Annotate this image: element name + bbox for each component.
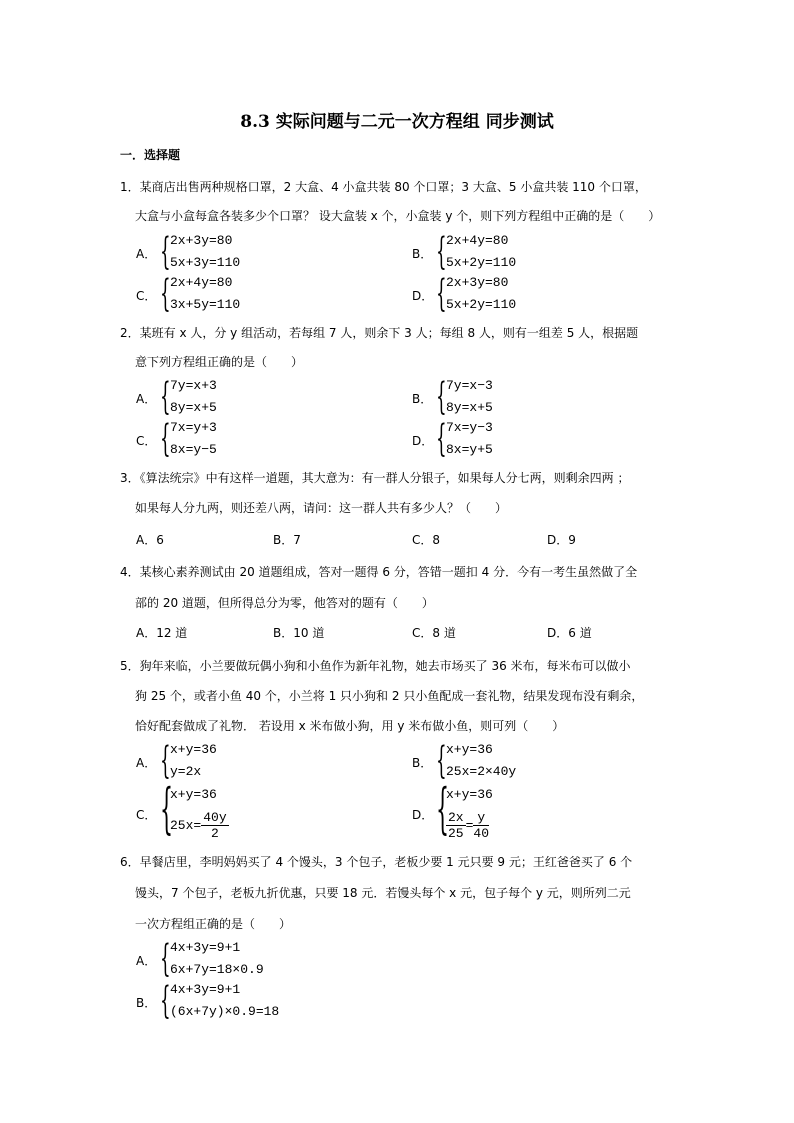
brace-icon: { bbox=[436, 777, 450, 840]
equation: 7x=y−3 bbox=[446, 420, 493, 435]
q4-option-d[interactable]: D．6 道 bbox=[547, 626, 592, 640]
q1-option-b-label[interactable]: B． bbox=[412, 247, 433, 261]
equation: 7x=y+3 bbox=[170, 420, 217, 435]
q2-text-line1: 2．某班有 x 人，分 y 组活动，若每组 7 人，则余下 3 人；每组 8 人，则有一组差 5 人，根据题 bbox=[120, 326, 639, 340]
equation: (6x+7y)×0.9=18 bbox=[170, 1004, 280, 1019]
denominator: 40 bbox=[473, 826, 490, 841]
q6-text-line3: 一次方程组正确的是（ ） bbox=[135, 917, 292, 931]
q2-option-b-label[interactable]: B． bbox=[412, 392, 433, 406]
q1-text-line1: 1．某商店出售两种规格口罩，2 大盒、4 小盒共装 80 个口罩；3 大盒、5 小盒共装 110 个口罩， bbox=[120, 180, 647, 194]
denominator: 2 bbox=[211, 826, 219, 841]
q4-text-line2: 部的 20 道题，但所得总分为零，他答对的题有（ ） bbox=[135, 596, 434, 610]
brace-icon: { bbox=[160, 417, 171, 460]
brace-icon: { bbox=[436, 272, 447, 315]
q5-text-line3: 恰好配套做成了礼物． 若设用 x 米布做小狗，用 y 米布做小鱼，则可列（ ） bbox=[135, 719, 565, 733]
equation: x+y=36 bbox=[446, 742, 493, 757]
brace-icon: { bbox=[160, 937, 171, 980]
fraction bbox=[473, 810, 489, 841]
equation: 2x+3y=80 bbox=[446, 275, 509, 290]
equation: 5x+2y=110 bbox=[446, 297, 517, 312]
section-heading: 一．选择题 bbox=[120, 148, 181, 162]
q5-option-c-label[interactable]: C． bbox=[136, 808, 157, 822]
q3-text-line2: 如果每人分九两，则还差八两，请问：这一群人共有多少人？（ ） bbox=[135, 501, 508, 515]
equation: x+y=36 bbox=[170, 787, 217, 802]
equals-sign: = bbox=[465, 818, 474, 833]
fraction bbox=[201, 810, 228, 841]
brace-icon: { bbox=[160, 777, 174, 840]
equation: 3x+5y=110 bbox=[170, 297, 241, 312]
brace-icon: { bbox=[436, 230, 447, 273]
q2-text-line2: 意下列方程组正确的是（ ） bbox=[135, 355, 304, 369]
equation: 5x+3y=110 bbox=[170, 255, 241, 270]
q1-option-d-label[interactable]: D． bbox=[412, 289, 434, 303]
brace-icon: { bbox=[436, 417, 447, 460]
equation bbox=[446, 810, 489, 841]
q3-text-line1: 3．《算法统宗》中有这样一道题，其大意为：有一群人分银子，如果每人分七两，则剩余四两 ； bbox=[120, 471, 630, 485]
equation: x+y=36 bbox=[170, 742, 217, 757]
q6-option-b-label[interactable]: B． bbox=[136, 996, 157, 1010]
equation: y=2x bbox=[170, 764, 202, 779]
equation: 2x+3y=80 bbox=[170, 233, 233, 248]
q2-option-d-label[interactable]: D． bbox=[412, 434, 434, 448]
q1-option-a-label[interactable]: A． bbox=[136, 247, 157, 261]
numerator: 2x bbox=[448, 810, 464, 825]
equation: 8y=x+5 bbox=[170, 400, 217, 415]
equation: 8x=y+5 bbox=[446, 442, 493, 457]
equation: 2x+4y=80 bbox=[170, 275, 233, 290]
q4-option-a[interactable]: A．12 道 bbox=[136, 626, 188, 640]
numerator: y bbox=[473, 810, 489, 826]
brace-icon: { bbox=[160, 739, 171, 782]
equation: 7y=x+3 bbox=[170, 378, 217, 393]
q1-option-c-label[interactable]: C． bbox=[136, 289, 157, 303]
q5-option-b-label[interactable]: B． bbox=[412, 756, 433, 770]
equation: 8y=x+5 bbox=[446, 400, 493, 415]
numerator: 40y bbox=[203, 810, 227, 825]
q5-text-line2: 狗 25 个，或者小鱼 40 个，小兰将 1 只小狗和 2 只小鱼配成一套礼物，结果发现布没有剩余， bbox=[135, 689, 644, 703]
q4-option-c[interactable]: C．8 道 bbox=[412, 626, 456, 640]
equation: 2x+4y=80 bbox=[446, 233, 509, 248]
equation: 5x+2y=110 bbox=[446, 255, 517, 270]
q4-text-line1: 4．某核心素养测试由 20 道题组成，答对一题得 6 分，答错一题扣 4 分．今有一考生虽然做了全 bbox=[120, 565, 638, 579]
brace-icon: { bbox=[436, 739, 447, 782]
equation-left: 25x= bbox=[170, 818, 202, 833]
q2-option-c-label[interactable]: C． bbox=[136, 434, 157, 448]
q2-option-a-label[interactable]: A． bbox=[136, 392, 157, 406]
equation: 4x+3y=9+1 bbox=[170, 982, 241, 997]
q5-option-d-label[interactable]: D． bbox=[412, 808, 434, 822]
equation bbox=[170, 810, 229, 841]
q1-text-line2: 大盒与小盒每盒各装多少个口罩？ 设大盒装 x 个，小盒装 y 个，则下列方程组中正确的是（ ） bbox=[135, 209, 661, 223]
q3-option-d[interactable]: D．9 bbox=[547, 533, 576, 547]
denominator: 25 bbox=[448, 826, 464, 841]
brace-icon: { bbox=[160, 375, 171, 418]
equation: 7y=x−3 bbox=[446, 378, 493, 393]
brace-icon: { bbox=[160, 230, 171, 273]
q3-option-c[interactable]: C．8 bbox=[412, 533, 441, 547]
q3-option-b[interactable]: B．7 bbox=[273, 533, 301, 547]
q6-text-line2: 馒头，7 个包子，老板九折优惠，只要 18 元．若馒头每个 x 元，包子每个 y 元，则所列二元 bbox=[135, 886, 631, 900]
q5-option-a-label[interactable]: A． bbox=[136, 756, 157, 770]
brace-icon: { bbox=[160, 979, 171, 1022]
equation: 6x+7y=18×0.9 bbox=[170, 962, 264, 977]
q4-option-b[interactable]: B．10 道 bbox=[273, 626, 325, 640]
q6-option-a-label[interactable]: A． bbox=[136, 954, 157, 968]
brace-icon: { bbox=[160, 272, 171, 315]
fraction bbox=[446, 810, 466, 841]
page-title: 8.3 实际问题与二元一次方程组 同步测试 bbox=[240, 112, 554, 132]
equation: 25x=2×40y bbox=[446, 764, 517, 779]
q3-option-a[interactable]: A．6 bbox=[136, 533, 164, 547]
brace-icon: { bbox=[436, 375, 447, 418]
equation: 4x+3y=9+1 bbox=[170, 940, 241, 955]
equation: 8x=y−5 bbox=[170, 442, 217, 457]
equation: x+y=36 bbox=[446, 787, 493, 802]
q5-text-line1: 5．狗年来临，小兰要做玩偶小狗和小鱼作为新年礼物，她去市场买了 36 米布，每米布可以做小 bbox=[120, 659, 631, 673]
q6-text-line1: 6．早餐店里，李明妈妈买了 4 个馒头，3 个包子，老板少要 1 元只要 9 元；王红爸爸买了 6 个 bbox=[120, 855, 633, 869]
